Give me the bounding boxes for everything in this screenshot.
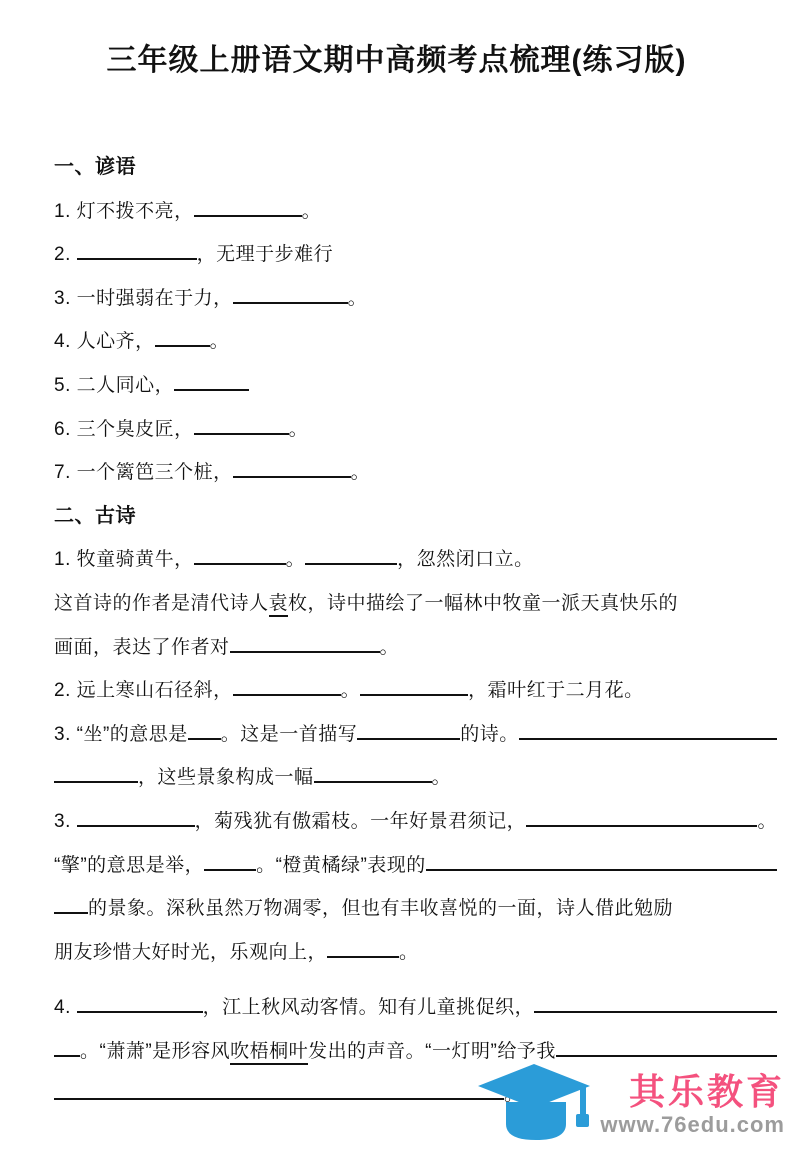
line-text: 1. 牧童骑黄牛， [54,549,194,571]
worksheet-line [54,669,777,713]
line-text: 。“萧萧”是形容风 [80,1040,231,1062]
underlined-text: 袁 [269,582,289,626]
answer-blank [54,1086,504,1100]
answer-blank [77,999,203,1013]
brand-words [600,1072,785,1138]
answer-blank [54,769,138,783]
line-text: 发出的声音。“一灯明”给予我 [308,1040,556,1062]
worksheet-line [54,320,777,364]
line-text: 。 [288,418,309,440]
line-text: 。 [301,200,322,222]
line-text: 。 [285,549,306,571]
line-text: ，江上秋风动客情。知有儿童挑促织， [202,997,535,1019]
worksheet-line [54,277,777,321]
answer-blank [204,857,256,871]
answer-blank [526,813,757,827]
line-text: 的景象。深秋虽然万物凋零，但也有丰收喜悦的一面，诗人借此勉励 [88,898,674,920]
underlined-text: 吹梧桐叶 [230,1030,308,1074]
worksheet-line [54,626,777,670]
worksheet-line [54,233,777,277]
answer-blank [77,813,195,827]
line-text: “擎”的意思是举， [54,854,205,876]
worksheet-line [54,844,777,888]
answer-blank [360,682,468,696]
line-text: ，无理于步难行 [196,244,334,266]
answer-blank [77,246,197,260]
worksheet-line [54,713,777,757]
line-text: 。“橙黄橘绿”表现的 [256,854,426,876]
answer-blank [327,944,399,958]
answer-blank [194,203,302,217]
answer-blank [233,682,341,696]
answer-blank [54,1043,80,1057]
line-text: 。 [347,287,368,309]
line-text: 一、谚语 [54,156,136,178]
brand-logo [476,1062,785,1148]
line-text: 。 [340,680,361,702]
line-text: 6. 三个臭皮匠， [54,418,194,440]
answer-blank [305,551,397,565]
answer-blank [519,726,777,740]
section-heading [54,495,777,539]
answer-blank [174,377,249,391]
line-text: 3. [54,810,77,832]
answer-blank [426,857,777,871]
line-text: 枚，诗中描绘了一幅林中牧童一派天真快乐的 [288,592,679,614]
page-title: 三年级上册语文期中高频考点梳理(练习版) [106,44,687,77]
line-text: 二、古诗 [54,504,136,527]
worksheet-line [54,931,777,975]
worksheet-line [54,582,777,626]
answer-blank [230,639,380,653]
line-text: 。 [431,767,452,789]
section-heading [54,146,777,190]
line-text: 。 [757,810,777,832]
answer-blank [188,726,221,740]
line-text: 3. 一时强弱在于力， [54,287,233,309]
answer-blank [556,1043,777,1057]
line-text: 。 [379,636,400,658]
answer-blank [194,421,289,435]
line-text: 朋友珍惜大好时光，乐观向上， [54,941,328,963]
line-text: 。 [209,331,230,353]
line-text: 2. [54,244,77,266]
worksheet-line [54,190,777,234]
line-text: 。 [399,941,419,963]
line-text: ，霜叶红于二月花。 [468,680,644,702]
line-text: 4. [54,997,77,1019]
worksheet-line [54,800,777,844]
answer-blank [357,726,460,740]
worksheet-line [54,408,777,452]
answer-blank [155,333,210,347]
line-text: ，忽然闭口立。 [397,549,534,571]
worksheet-page [0,40,793,1162]
line-text: 这首诗的作者是清代诗人 [54,592,269,614]
worksheet-line [54,364,777,408]
line-text: 1. 灯不拨不亮， [54,200,194,222]
worksheet-line [54,538,777,582]
answer-blank [314,769,432,783]
line-text: 。 [350,462,371,484]
worksheet-line [54,756,777,800]
worksheet-line [54,986,777,1030]
line-text: 4. 人心齐， [54,331,155,353]
line-text: ，这些景象构成一幅 [138,767,314,789]
brand-website: www.76edu.com [600,1112,785,1137]
answer-blank [233,290,348,304]
line-text: 的诗。 [460,723,519,745]
line-text: 2. 远上寒山石径斜， [54,680,233,702]
line-text: 5. 二人同心， [54,374,175,396]
line-text: ，菊残犹有傲霜枝。一年好景君须记， [194,810,527,832]
graduation-cap-icon [476,1062,596,1148]
line-text: 画面，表达了作者对 [54,636,230,658]
answer-blank [233,464,351,478]
worksheet-body [54,146,777,1117]
line-text: 3. “坐”的意思是 [54,723,188,745]
line-text: 7. 一个篱笆三个桩， [54,462,233,484]
worksheet-line [54,451,777,495]
brand-name: 其乐教育 [628,1071,785,1112]
line-text: 。这是一首描写 [220,723,358,745]
worksheet-line [54,887,777,931]
answer-blank [54,900,88,914]
answer-blank [534,999,777,1013]
answer-blank [194,551,286,565]
